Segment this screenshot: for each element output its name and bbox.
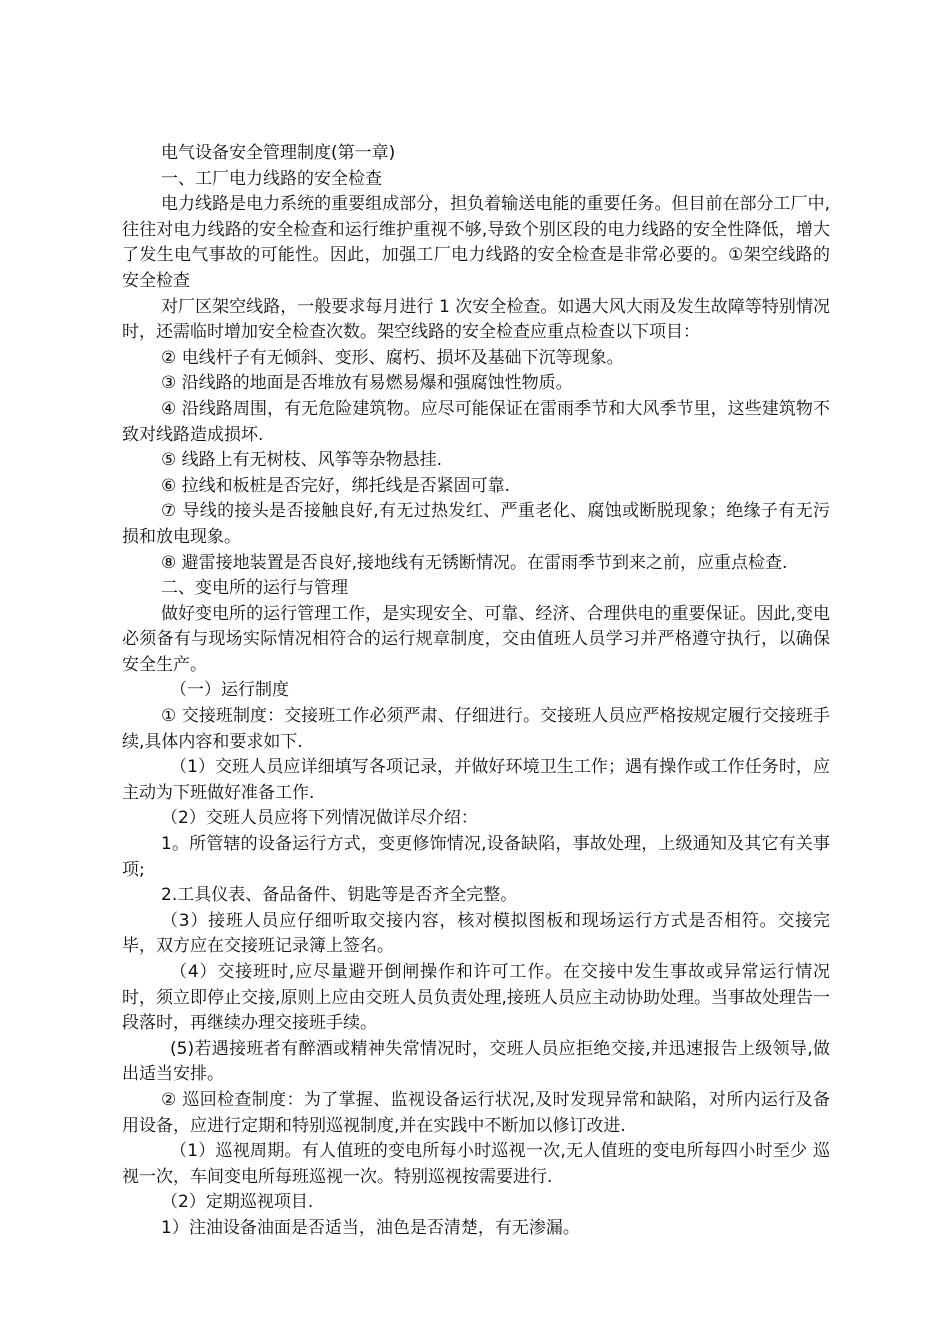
document-title: 电气设备安全管理制度(第一章) xyxy=(161,143,396,163)
section-heading-2: 二、变电所的运行与管理 xyxy=(161,578,348,599)
list-item: （1）巡视周期。有人值班的变电所每小时巡视一次,无人值班的变电所每四小时至少 巡视一次，车间变电所每班巡视一次。特别巡视按需要进行. xyxy=(122,1141,830,1187)
document-body xyxy=(122,141,830,1242)
list-item: （3）接班人员应仔细听取交接内容，核对模拟图板和现场运行方式是否相符。交接完毕，双方应在交接班记录簿上签名。 xyxy=(122,910,830,957)
paragraph: 电力线路是电力系统的重要组成部分，担负着输送电能的重要任务。但目前在部分工厂中,往往对电力线路的安全检查和运行维护重视不够,导致个别区段的电力线路的安全性降低，增大了发生电气事故的可能性。因此，加强工厂电力线路的安全检查是非常必要的。①架空线路的安全检查 xyxy=(122,194,830,291)
list-item: (5)若遇接班者有醉酒或精神失常情况时，交班人员应拒绝交接,并迅速报告上级领导,做出适当安排。 xyxy=(122,1038,830,1085)
list-item: 1）注油设备油面是否适当，油色是否清楚，有无渗漏。 xyxy=(161,1217,580,1238)
list-item: ⑤ 线路上有无树枝、风筝等杂物悬挂. xyxy=(161,450,443,471)
list-item: ⑦ 导线的接头是否接触良好,有无过热发红、严重老化、腐蚀或断脱现象；绝缘子有无污损和放电现象。 xyxy=(122,501,830,547)
paragraph: ① 交接班制度：交接班工作必须严肃、仔细进行。交接班人员应严格按规定履行交接班手续,具体内容和要求如下. xyxy=(122,706,830,752)
list-item: （2）定期巡视项目. xyxy=(161,1192,314,1213)
paragraph: 做好变电所的运行管理工作，是实现安全、可靠、经济、合理供电的重要保证。因此,变电必须备有与现场实际情况相符合的运行规章制度，交由值班人员学习并严格遵守执行，以确保安全生产。 xyxy=(122,603,830,675)
list-item: （4）交接班时,应尽量避开倒闸操作和许可工作。在交接中发生事故或异常运行情况时，须立即停止交接,原则上应由交班人员负责处理,接班人员应主动协助处理。当事故处理告一段落时，再继续办理交接班手续。 xyxy=(122,962,830,1034)
list-item: ⑧ 避雷接地装置是否良好,接地线有无锈断情况。在雷雨季节到来之前，应重点检查. xyxy=(161,552,788,573)
list-item: ② 电线杆子有无倾斜、变形、腐朽、损坏及基础下沉等现象。 xyxy=(161,347,624,368)
paragraph: 对厂区架空线路，一般要求每月进行 1 次安全检查。如遇大风大雨及发生故障等特别情况时，还需临时增加安全检查次数。架空线路的安全检查应重点检查以下项目： xyxy=(122,296,830,343)
list-item: ③ 沿线路的地面是否堆放有易燃易爆和强腐蚀性物质。 xyxy=(161,373,573,394)
section-heading-1: 一、工厂电力线路的安全检查 xyxy=(161,168,382,189)
paragraph: ② 巡回检查制度：为了掌握、监视设备运行状况,及时发现异常和缺陷，对所内运行及备用设备，应进行定期和特别巡视制度,并在实践中不断加以修订改进. xyxy=(122,1089,830,1136)
list-item: （2）交班人员应将下列情况做详尽介绍： xyxy=(161,808,478,829)
list-item: 2.工具仪表、备品备件、钥匙等是否齐全完整。 xyxy=(161,885,518,906)
list-item: 1。所管辖的设备运行方式，变更修饰情况,设备缺陷，事故处理，上级通知及其它有关事项; xyxy=(122,834,830,880)
subsection-heading: （一）运行制度 xyxy=(170,680,289,701)
list-item: （1）交班人员应详细填写各项记录，并做好环境卫生工作；遇有操作或工作任务时，应主动为下班做好准备工作. xyxy=(122,757,830,803)
list-item: ⑥ 拉线和板桩是否完好，绑托线是否紧固可靠. xyxy=(161,475,511,496)
list-item: ④ 沿线路周围，有无危险建筑物。应尽可能保证在雷雨季节和大风季节里，这些建筑物不致对线路造成损坏. xyxy=(122,398,830,445)
